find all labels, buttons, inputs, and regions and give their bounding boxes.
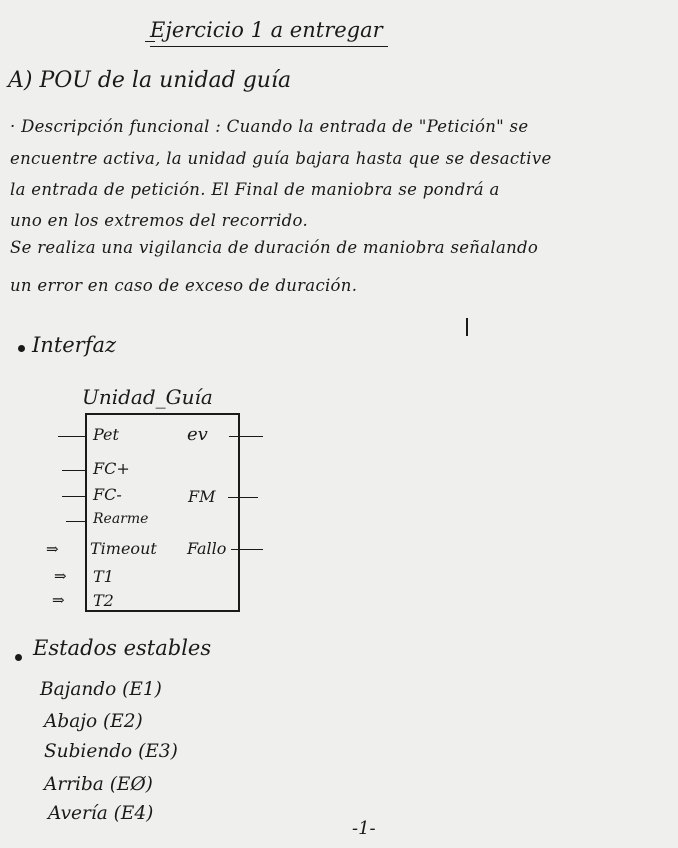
stable-states-heading: Estados estables — [33, 636, 212, 660]
text-cursor — [466, 318, 468, 336]
input-lead — [58, 436, 86, 437]
state-item: Abajo (E2) — [44, 711, 143, 732]
input-pin-t1: T1 — [93, 567, 114, 586]
input-pin-fc-minus: FC- — [93, 485, 122, 504]
bullet-dot — [15, 654, 22, 661]
double-arrow-icon: ⇒ — [54, 567, 67, 585]
description-line: la entrada de petición. El Final de maniobra se pondrá a — [10, 180, 500, 199]
interface-heading: Interfaz — [32, 333, 117, 357]
bullet-dot — [18, 345, 25, 352]
input-lead — [62, 470, 86, 471]
input-pin-fc-plus: FC+ — [93, 459, 130, 478]
description-line: uno en los extremos del recorrido. — [10, 211, 309, 230]
page-number: -1- — [352, 818, 376, 839]
double-arrow-icon: ⇒ — [46, 540, 59, 558]
input-pin-pet: Pet — [93, 425, 119, 444]
description-line: Se realiza una vigilancia de duración de maniobra señalando — [10, 238, 539, 257]
output-pin-fallo: Fallo — [187, 539, 227, 558]
state-item: Avería (E4) — [48, 803, 154, 824]
output-lead — [229, 436, 263, 437]
input-pin-rearme: Rearme — [93, 511, 149, 527]
input-pin-t2: T2 — [93, 591, 114, 610]
description-line: · Descripción funcional : Cuando la entrada de "Petición" se — [10, 117, 529, 136]
title-underline — [150, 46, 388, 47]
state-item: Arriba (EØ) — [44, 774, 153, 795]
description-line: un error en caso de exceso de duración. — [10, 276, 358, 295]
description-line: encuentre activa, la unidad guía bajara hasta que se desactive — [10, 149, 552, 168]
state-item: Bajando (E1) — [40, 679, 162, 700]
output-pin-ev: ev — [187, 424, 208, 445]
input-pin-timeout: Timeout — [90, 539, 157, 558]
output-lead — [231, 549, 263, 550]
double-arrow-icon: ⇒ — [52, 591, 65, 609]
function-block-name: Unidad_Guía — [82, 385, 213, 409]
output-lead — [228, 497, 258, 498]
output-pin-fm: FM — [188, 487, 216, 506]
page-title: Ejercicio 1 a entregar — [150, 18, 383, 42]
section-heading: A) POU de la unidad guía — [8, 68, 292, 93]
state-item: Subiendo (E3) — [44, 741, 178, 762]
input-lead — [62, 496, 86, 497]
input-lead — [66, 521, 86, 522]
